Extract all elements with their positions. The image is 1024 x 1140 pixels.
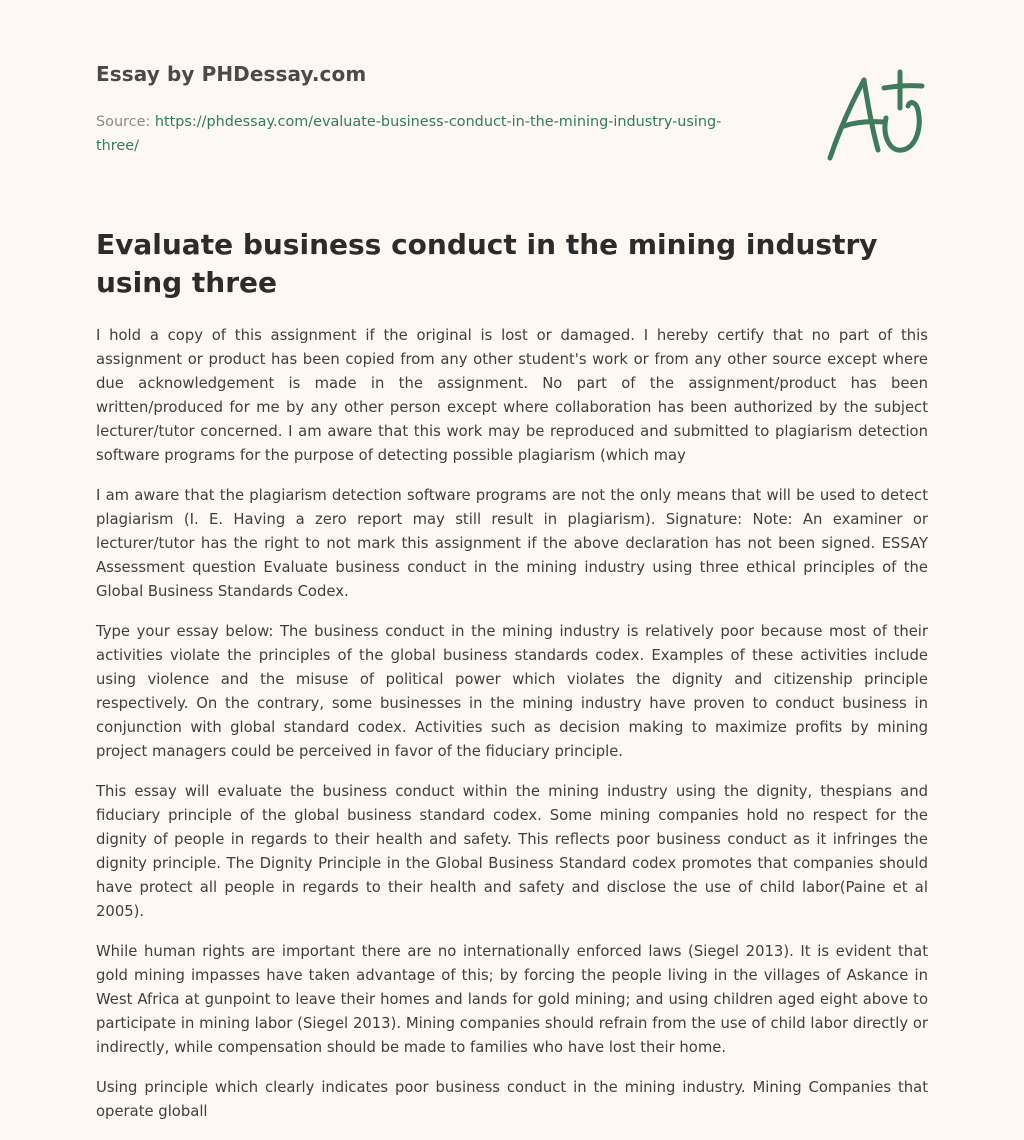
source-line bbox=[96, 110, 756, 158]
essay-title: Evaluate business conduct in the mining industry using three bbox=[96, 228, 878, 299]
essay-paragraph: Type your essay below: The business conduct in the mining industry is relatively poor because most of their activities violate the principles of the global business standards codex. Examples of these activities include using violence and the misuse of political power which violates the dignity and citizenship principle respectively. On the contrary, some businesses in the mining industry have proven to conduct business in conjunction with global standard codex. Activities such as decision making to maximize profits by mining project managers could be perceived in favor of the fiduciary principle. bbox=[96, 623, 928, 760]
essay-body bbox=[96, 324, 928, 1140]
essay-paragraph: This essay will evaluate the business conduct within the mining industry using the dignity, thespians and fiduciary principle of the global business standard codex. Some mining companies hold no respect for the dignity of people in regards to their health and safety. This reflects poor business conduct as it infringes the dignity principle. The Dignity Principle in the Global Business Standard codex promotes that companies should have protect all people in regards to their health and safety and disclose the use of child labor(Paine et al 2005). bbox=[96, 783, 928, 920]
source-label: Source: bbox=[96, 114, 151, 130]
source-link[interactable]: https://phdessay.com/evaluate-business-conduct-in-the-mining-industry-using-three/ bbox=[96, 114, 722, 154]
a-plus-logo bbox=[818, 66, 930, 166]
essay-paragraph: While human rights are important there are no internationally enforced laws (Siegel 2013). It is evident that gold mining impasses have taken advantage of this; by forcing the people living in the villages of Askance in West Africa at gunpoint to leave their homes and lands for gold mining; and using children aged eight above to participate in mining labor (Siegel 2013). Mining companies should refrain from the use of child labor directly or indirectly, while compensation should be made to families who have lost their home. bbox=[96, 943, 928, 1056]
essay-paragraph: I hold a copy of this assignment if the original is lost or damaged. I hereby certify that no part of this assignment or product has been copied from any other student's work or from any other source except where due acknowledgement is made in the assignment. No part of the assignment/product has been written/produced for me by any other person except where collaboration has been authorized by the subject lecturer/tutor concerned. I am aware that this work may be reproduced and submitted to plagiarism detection software programs for the purpose of detecting possible plagiarism (which may bbox=[96, 327, 928, 464]
essay-paragraph: I am aware that the plagiarism detection software programs are not the only means that will be used to detect plagiarism (I. E. Having a zero report may still result in plagiarism). Signature: Note: An examiner or lecturer/tutor has the right to not mark this assignment if the above declaration has not been signed. ESSAY Assessment question Evaluate business conduct in the mining industry using three ethical principles of the Global Business Standards Codex. bbox=[96, 487, 928, 600]
essay-paragraph: Using principle which clearly indicates poor business conduct in the mining industry. Mining Companies that operate globall bbox=[96, 1079, 928, 1120]
site-brand: Essay by PHDessay.com bbox=[96, 62, 367, 86]
